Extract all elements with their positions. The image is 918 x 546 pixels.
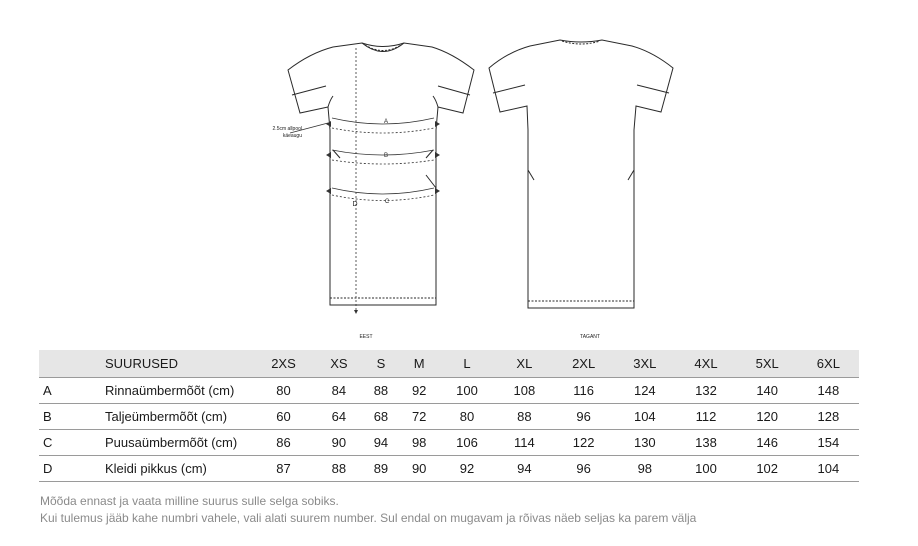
header-size: 4XL: [675, 350, 736, 378]
table-cell: 88: [362, 378, 400, 404]
table-cell: 98: [614, 456, 675, 482]
table-cell: 86: [251, 430, 316, 456]
table-header-row: [39, 350, 859, 378]
marker-d: D: [352, 201, 358, 208]
note-line2: Kui tulemus jääb kahe numbri vahele, vali alati suurem number. Sul endal on mugavam ja rõivas näeb seljas ka parem välja: [40, 511, 697, 525]
header-size: L: [438, 350, 495, 378]
table-cell: 88: [496, 404, 553, 430]
marker-b: B: [383, 153, 389, 159]
table-cell: 88: [316, 456, 362, 482]
table-row: [39, 404, 859, 430]
table-cell: 64: [316, 404, 362, 430]
header-size: 6XL: [798, 350, 859, 378]
table-cell: 94: [362, 430, 400, 456]
table-cell: 100: [675, 456, 736, 482]
table-row: [39, 456, 859, 482]
table-cell: 90: [316, 430, 362, 456]
header-size: XL: [496, 350, 553, 378]
front-label: EEST: [359, 334, 373, 340]
table-cell: 124: [614, 378, 675, 404]
table-cell: 114: [496, 430, 553, 456]
row-code: A: [39, 378, 105, 404]
table-cell: 68: [362, 404, 400, 430]
header-size: M: [400, 350, 438, 378]
row-label: Taljeümbermõõt (cm): [105, 404, 251, 430]
table-cell: 92: [400, 378, 438, 404]
annotation-line2: käeaugu: [282, 133, 302, 139]
table-cell: 80: [251, 378, 316, 404]
table-cell: 154: [798, 430, 859, 456]
table-cell: 60: [251, 404, 316, 430]
table-cell: 100: [438, 378, 495, 404]
row-label: Kleidi pikkus (cm): [105, 456, 251, 482]
table-cell: 102: [737, 456, 798, 482]
table-cell: 116: [553, 378, 614, 404]
table-cell: 128: [798, 404, 859, 430]
header-code-cell: [39, 350, 105, 378]
table-cell: 104: [798, 456, 859, 482]
table-cell: 108: [496, 378, 553, 404]
table-cell: 104: [614, 404, 675, 430]
table-cell: 72: [400, 404, 438, 430]
table-cell: 84: [316, 378, 362, 404]
table-cell: 140: [737, 378, 798, 404]
header-size: XS: [316, 350, 362, 378]
table-cell: 132: [675, 378, 736, 404]
table-cell: 92: [438, 456, 495, 482]
marker-c: C: [384, 199, 390, 205]
front-dress-illustration: [288, 43, 474, 305]
table-cell: 96: [553, 456, 614, 482]
table-row: [39, 430, 859, 456]
table-cell: 106: [438, 430, 495, 456]
table-cell: 130: [614, 430, 675, 456]
row-label: Puusaümbermõõt (cm): [105, 430, 251, 456]
table-cell: 122: [553, 430, 614, 456]
table-cell: 80: [438, 404, 495, 430]
header-size: 3XL: [614, 350, 675, 378]
table-cell: 96: [553, 404, 614, 430]
table-cell: 120: [737, 404, 798, 430]
table-cell: 138: [675, 430, 736, 456]
table-cell: 89: [362, 456, 400, 482]
header-size: S: [362, 350, 400, 378]
annotation-line1: 2.5cm allpool: [272, 126, 302, 132]
back-dress-illustration: [489, 40, 673, 308]
table-cell: 146: [737, 430, 798, 456]
header-label: SUURUSED: [105, 350, 251, 378]
header-size: 2XL: [553, 350, 614, 378]
row-code: C: [39, 430, 105, 456]
table-row: [39, 378, 859, 404]
table-cell: 98: [400, 430, 438, 456]
table-cell: 112: [675, 404, 736, 430]
header-size: 2XS: [251, 350, 316, 378]
table-cell: 90: [400, 456, 438, 482]
size-chart-table: [39, 350, 859, 482]
back-label: TAGANT: [580, 334, 600, 340]
table-cell: 94: [496, 456, 553, 482]
table-cell: 148: [798, 378, 859, 404]
row-code: D: [39, 456, 105, 482]
table-cell: 87: [251, 456, 316, 482]
row-code: B: [39, 404, 105, 430]
row-label: Rinnaümbermõõt (cm): [105, 378, 251, 404]
note-line1: Mõõda ennast ja vaata milline suurus sulle selga sobiks.: [40, 494, 339, 508]
marker-a: A: [383, 119, 389, 125]
header-size: 5XL: [737, 350, 798, 378]
